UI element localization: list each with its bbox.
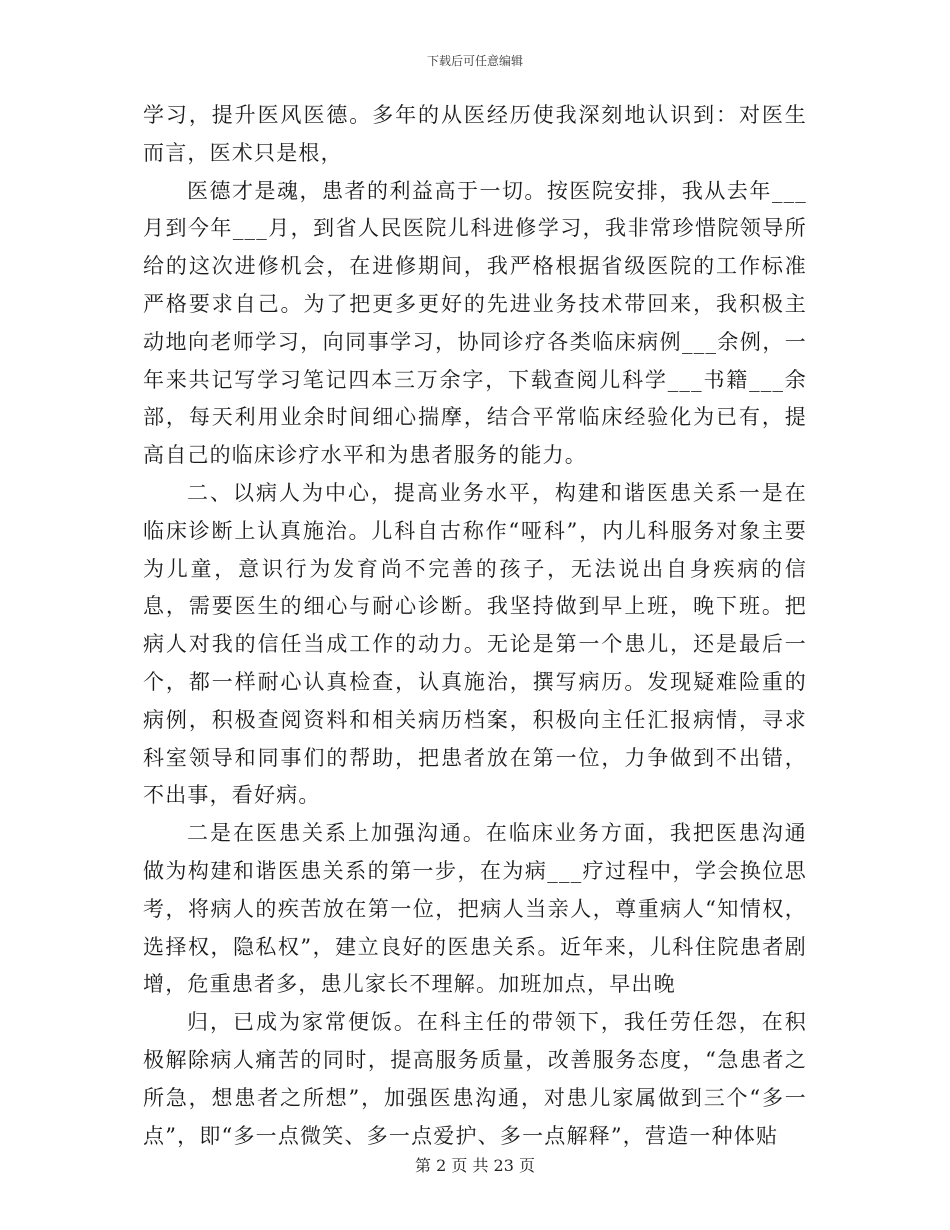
paragraph-3: 二、以病人为中心，提高业务水平，构建和谐医患关系一是在临床诊断上认真施治。儿科自古称作“哑科”，内儿科服务对象主要为儿童，意识行为发育尚不完善的孩子，无法说出自身疾病的信息，需要医生的细心与耐心诊断。我坚持做到早上班，晚下班。把病人对我的信任当成工作的动力。无论是第一个患儿，还是最后一个，都一样耐心认真检查，认真施治，撰写病历。发现疑难险重的病例，积极查阅资料和相关病历档案，积极向主任汇报病情，寻求科室领导和同事们的帮助，把患者放在第一位，力争做到不出错，不出事，看好病。 (143, 480, 807, 808)
page-number: 第 2 页 共 23 页 (415, 1156, 535, 1175)
document-body (143, 97, 807, 1155)
page-header-note: 下载后可任意编辑 (426, 54, 523, 68)
paragraph-1: 学习，提升医风医德。多年的从医经历使我深刻地认识到：对医生而言，医术只是根， (143, 103, 807, 165)
paragraph-4: 二是在医患关系上加强沟通。在临床业务方面，我把医患沟通做为构建和谐医患关系的第一步，在为病___疗过程中，学会换位思考，将病人的疾苦放在第一位，把病人当亲人，尊重病人“知情权，选择权，隐私权”，建立良好的医患关系。近年来，儿科住院患者剧增，危重患者多，患儿家长不理解。加班加点，早出晚 (143, 821, 807, 997)
paragraph-2: 医德才是魂，患者的利益高于一切。按医院安排，我从去年___月到今年___月，到省人民医院儿科进修学习，我非常珍惜院领导所给的这次进修机会，在进修期间，我严格根据省级医院的工作标准严格要求自己。为了把更多更好的先进业务技术带回来，我积极主动地向老师学习，向同事学习，协同诊疗各类临床病例___余例，一年来共记写学习笔记四本三万余字，下载查阅儿科学___书籍___余部，每天利用业余时间细心揣摩，结合平常临床经验化为已有，提高自己的临床诊疗水平和为患者服务的能力。 (143, 178, 807, 468)
paragraph-5: 归，已成为家常便饭。在科主任的带领下，我任劳任怨，在积极解除病人痛苦的同时，提高服务质量，改善服务态度，“急患者之所急，想患者之所想”，加强医患沟通，对患儿家属做到三个“多一点”，即“多一点微笑、多一点爱护、多一点解释”，营造一种体贴 (143, 1010, 807, 1148)
